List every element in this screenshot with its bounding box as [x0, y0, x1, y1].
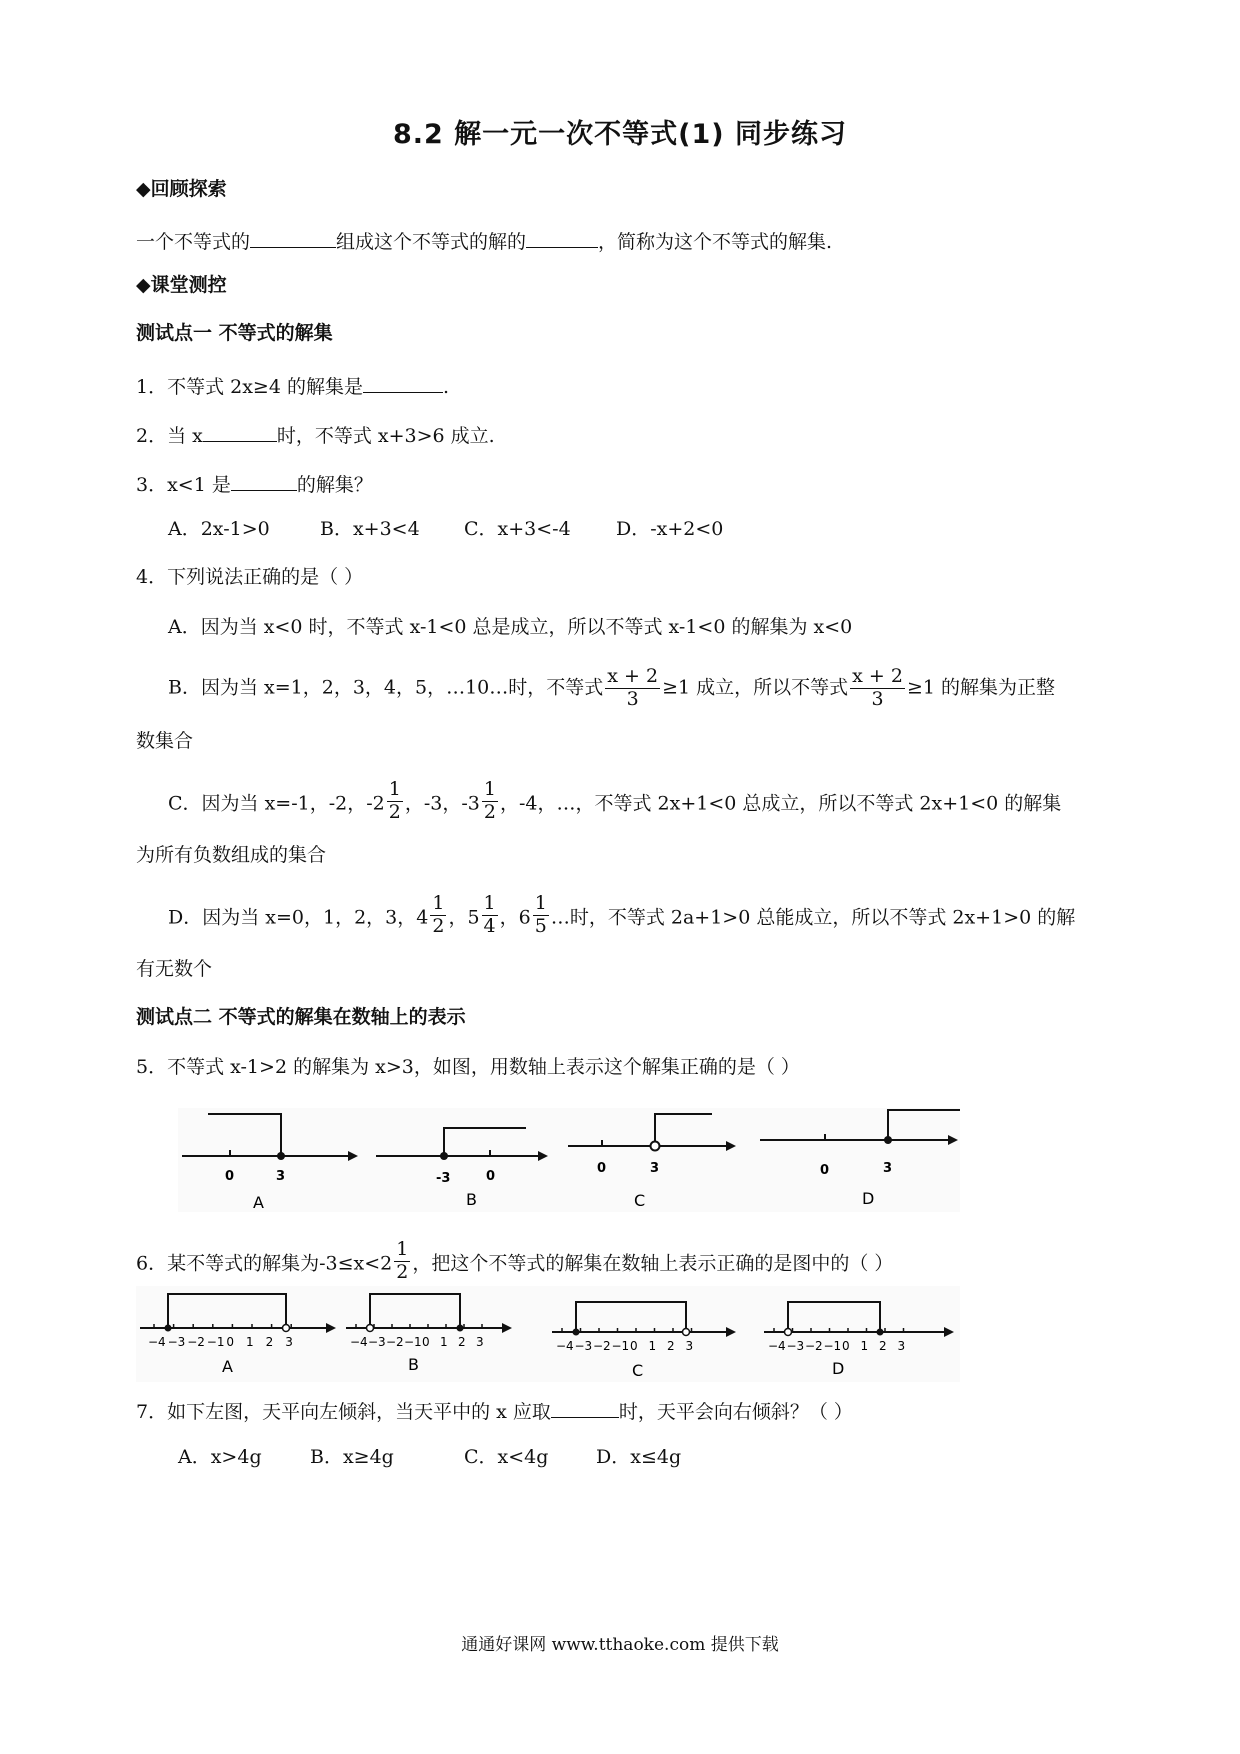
q4-d-part-1: D．因为当 x=0，1，2，3，4 — [168, 906, 429, 929]
answer-blank — [551, 1398, 619, 1418]
q4-c-part-2: ，-3，-3 — [404, 792, 480, 815]
q1-text: 1．不等式 2x≥4 的解集是 — [136, 376, 363, 398]
tick-label: −4 — [556, 1339, 574, 1353]
q4-d-part-2: ，5 — [448, 906, 480, 929]
q7-option-b: B．x≥4g — [310, 1446, 394, 1468]
q4-c-part-3: ，-4，…，不等式 2x+1<0 总成立，所以不等式 2x+1<0 的解集 — [499, 792, 1062, 815]
q6-number-line-figures — [136, 1286, 960, 1382]
tick-label: −3 — [368, 1335, 386, 1349]
tick-label: −1 — [206, 1335, 225, 1349]
figure-label-c: C — [632, 1361, 644, 1380]
fraction-numerator: x + 2 — [607, 665, 659, 687]
footer-credit: 通通好课网 www.tthaoke.com 提供下载 — [461, 1635, 779, 1655]
q3-text: 3．x<1 是 — [136, 474, 231, 496]
tick-label: 3 — [685, 1339, 694, 1353]
tick-label: −4 — [148, 1335, 166, 1349]
figure-label-b: B — [466, 1190, 477, 1209]
fraction-denominator: 2 — [388, 800, 401, 823]
answer-blank — [526, 228, 598, 248]
tick-label: −3 — [167, 1335, 186, 1349]
fraction — [533, 893, 549, 938]
question-5: 5．不等式 x-1>2 的解集为 x>3，如图，用数轴上表示这个解集正确的是（ ） — [136, 1056, 800, 1078]
section-review-heading: ◆回顾探索 — [136, 178, 227, 200]
fraction — [850, 666, 905, 711]
tick-label: 1 — [860, 1339, 869, 1353]
q6-text: 6．某不等式的解集为-3≤x<2 — [136, 1252, 393, 1275]
question-6 — [136, 1238, 894, 1287]
hollow-dot — [283, 1325, 290, 1332]
hollow-dot — [367, 1325, 374, 1332]
q4-option-c — [168, 778, 1062, 827]
fraction-denominator: 3 — [871, 687, 884, 710]
q1-end: . — [442, 376, 450, 398]
q4-d-part-4: …时，不等式 2a+1>0 总能成立，所以不等式 2x+1>0 的解 — [550, 906, 1076, 929]
review-text — [136, 228, 832, 252]
tick-label-0: 0 — [225, 1169, 235, 1184]
fraction — [387, 779, 403, 824]
page-title: 8.2 解一元一次不等式(1) 同步练习 — [392, 119, 848, 150]
q4-option-d-continued: 有无数个 — [136, 958, 213, 980]
q6-text-end: ，把这个不等式的解集在数轴上表示正确的是图中的（ ） — [412, 1252, 894, 1275]
q5-number-line-figures — [178, 1100, 960, 1212]
fraction-denominator: 3 — [626, 687, 639, 710]
tick-label: 0 — [226, 1335, 235, 1349]
test-point-1-heading: 测试点一 不等式的解集 — [136, 322, 333, 344]
answer-blank — [203, 422, 277, 442]
tick-label: −2 — [187, 1335, 205, 1349]
q7-option-a: A．x>4g — [178, 1446, 262, 1468]
tick-label: 1 — [440, 1335, 448, 1349]
figure-label-c: C — [634, 1191, 646, 1210]
solid-dot — [573, 1329, 580, 1336]
question-1 — [136, 373, 449, 397]
tick-label: −3 — [574, 1339, 593, 1353]
tick-label: −1 — [611, 1339, 630, 1353]
q7-option-c: C．x<4g — [464, 1446, 549, 1468]
solid-dot — [277, 1152, 285, 1160]
hollow-dot — [683, 1329, 690, 1336]
figure-label-a: A — [253, 1193, 264, 1212]
q2-end: 时，不等式 x+3>6 成立. — [276, 425, 495, 447]
fraction — [482, 779, 498, 824]
fraction-numerator: 1 — [432, 892, 445, 914]
tick-label: −2 — [386, 1335, 404, 1349]
tick-label: 2 — [879, 1339, 887, 1353]
figure-label-b: B — [408, 1355, 419, 1374]
q3-option-d: D．-x+2<0 — [616, 518, 724, 540]
tick-label-3: 3 — [883, 1161, 893, 1176]
solid-dot — [877, 1329, 884, 1336]
review-text-part-a: 一个不等式的 — [136, 231, 251, 253]
tick-label: 3 — [285, 1335, 293, 1349]
tick-label-0: 0 — [597, 1161, 607, 1176]
question-3 — [136, 471, 373, 495]
tick-label-3: 3 — [650, 1161, 660, 1176]
fraction — [605, 666, 660, 711]
answer-blank — [250, 228, 336, 248]
tick-label-0: 0 — [820, 1163, 830, 1178]
q4-c-part-1: C．因为当 x=-1，-2，-2 — [168, 792, 385, 815]
fraction — [482, 893, 498, 938]
fraction-denominator: 5 — [534, 914, 547, 937]
solid-dot — [884, 1136, 892, 1144]
answer-blank — [363, 373, 443, 393]
fraction-denominator: 2 — [432, 914, 445, 937]
tick-label: −1 — [404, 1335, 422, 1349]
section-class-heading: ◆课堂测控 — [136, 274, 227, 296]
tick-label: 1 — [648, 1339, 657, 1353]
figure-label-a: A — [222, 1357, 233, 1376]
q4-b-part-2: ≥1 成立，所以不等式 — [662, 676, 849, 699]
fraction — [430, 893, 446, 938]
q3-end: 的解集？ — [296, 474, 373, 496]
hollow-dot — [651, 1142, 660, 1151]
fraction-denominator: 4 — [483, 914, 496, 937]
tick-label: 3 — [897, 1339, 906, 1353]
review-text-part-c: ，简称为这个不等式的解集. — [598, 231, 833, 253]
tick-label-3: 3 — [276, 1169, 286, 1184]
tick-label: 2 — [667, 1339, 675, 1353]
q3-option-a: A．2x-1>0 — [168, 518, 270, 540]
fraction-numerator: x + 2 — [852, 665, 903, 687]
q7-text-end: 时，天平会向右倾斜？（ ） — [618, 1401, 853, 1423]
tick-label: 1 — [246, 1335, 254, 1349]
fraction-numerator: 1 — [388, 778, 401, 800]
question-4: 4．下列说法正确的是（ ） — [136, 566, 364, 588]
q4-option-a: A．因为当 x<0 时，不等式 x-1<0 总是成立，所以不等式 x-1<0 的解集为 x<0 — [168, 616, 853, 638]
tick-label: −1 — [823, 1339, 842, 1353]
review-text-part-b: 组成这个不等式的解的 — [336, 231, 527, 253]
tick-label: 0 — [422, 1335, 430, 1349]
tick-label: −3 — [786, 1339, 805, 1353]
tick-label: 2 — [265, 1335, 274, 1349]
q3-option-c: C．x+3<-4 — [464, 518, 571, 540]
tick-label: −4 — [350, 1335, 368, 1349]
tick-label-0: 0 — [486, 1169, 496, 1184]
tick-label-neg3: -3 — [436, 1171, 451, 1186]
q3-option-b: B．x+3<4 — [320, 518, 420, 540]
figure-label-d: D — [832, 1359, 845, 1378]
hollow-dot — [785, 1329, 792, 1336]
q7-option-d: D．x≤4g — [596, 1446, 682, 1468]
answer-blank — [231, 471, 297, 491]
q4-option-c-continued: 为所有负数组成的集合 — [136, 844, 327, 866]
tick-label: 0 — [842, 1339, 850, 1353]
tick-label: −2 — [805, 1339, 823, 1353]
fraction-numerator: 1 — [396, 1238, 409, 1260]
question-2 — [136, 422, 495, 446]
tick-label: 3 — [476, 1335, 484, 1349]
tick-label: 2 — [458, 1335, 466, 1349]
fraction-numerator: 1 — [483, 778, 496, 800]
solid-dot — [165, 1325, 172, 1332]
q7-text: 7．如下左图，天平向左倾斜，当天平中的 x 应取 — [136, 1401, 551, 1423]
q4-b-part-3: ≥1 的解集为正整 — [906, 676, 1056, 699]
fraction-numerator: 1 — [483, 892, 496, 914]
fraction — [394, 1239, 410, 1284]
fraction-denominator: 2 — [396, 1260, 409, 1283]
tick-label: −4 — [768, 1339, 786, 1353]
q4-option-d — [168, 892, 1076, 941]
figure-background — [178, 1108, 960, 1212]
q4-d-part-3: ，6 — [499, 906, 531, 929]
fraction-numerator: 1 — [534, 892, 547, 914]
tick-label: 0 — [630, 1339, 638, 1353]
solid-dot — [457, 1325, 464, 1332]
fraction-denominator: 2 — [483, 800, 496, 823]
solid-dot — [440, 1152, 448, 1160]
q4-option-b — [168, 666, 1055, 711]
figure-label-d: D — [862, 1189, 875, 1208]
question-7 — [136, 1398, 853, 1422]
q4-b-part-1: B．因为当 x=1，2，3，4，5，…10…时，不等式 — [168, 676, 604, 699]
test-point-2-heading: 测试点二 不等式的解集在数轴上的表示 — [136, 1006, 466, 1028]
q4-option-b-continued: 数集合 — [136, 730, 194, 752]
q2-text: 2．当 x — [136, 425, 203, 447]
tick-label: −2 — [593, 1339, 611, 1353]
